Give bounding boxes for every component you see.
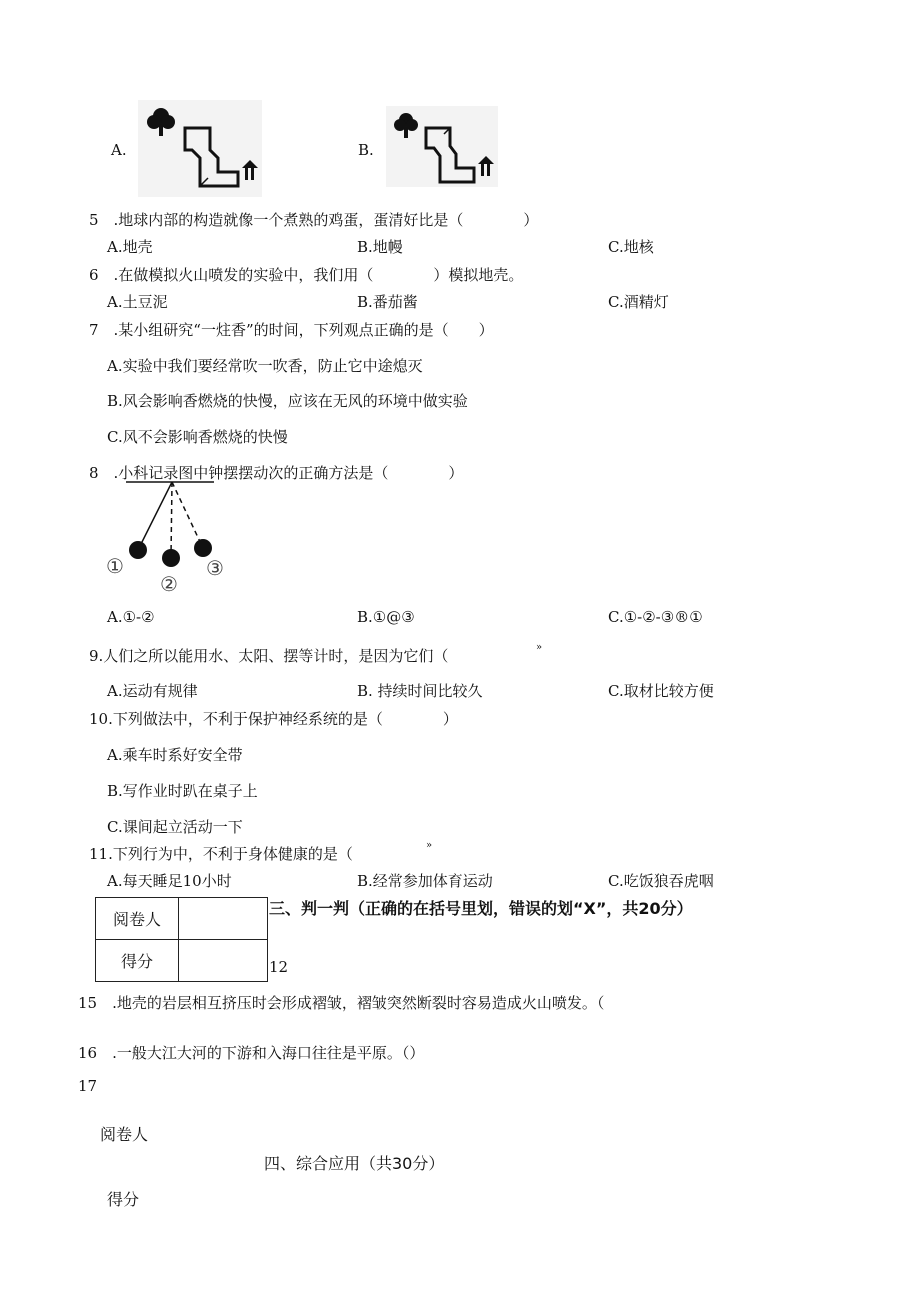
score-label: 得分 bbox=[96, 940, 179, 982]
q7-stem: 7 .某小组研究“一炷香”的时间，下列观点正确的是（ ） bbox=[89, 321, 494, 339]
q11-stem: 11.下列行为中，不利于身体健康的是（ bbox=[89, 845, 353, 863]
tree-icon bbox=[394, 113, 418, 138]
q6-option-a: A.土豆泥 bbox=[107, 293, 168, 311]
q8-option-b: B.①@③ bbox=[357, 608, 415, 626]
q5-stem: 5 .地球内部的构造就像一个煮熟的鸡蛋，蛋清好比是（ ） bbox=[89, 211, 539, 229]
q11-mark: » bbox=[426, 840, 433, 851]
q6-option-b: B.番茄酱 bbox=[357, 293, 418, 311]
score-field[interactable] bbox=[179, 940, 268, 982]
q9-stem: 9.人们之所以能用水、太阳、摆等计时，是因为它们（ bbox=[89, 647, 449, 665]
house-icon bbox=[242, 160, 258, 180]
reviewer-field[interactable] bbox=[179, 898, 268, 940]
q11-option-b: B.经常参加体育运动 bbox=[357, 872, 493, 890]
q7-option-c: C.风不会影响香燃烧的快慢 bbox=[107, 428, 288, 446]
q4-option-b-figure bbox=[386, 106, 498, 187]
q10-stem: 10.下列做法中，不利于保护神经系统的是（ ） bbox=[89, 710, 458, 728]
q9-option-c: C.取材比较方便 bbox=[608, 682, 714, 700]
q4-option-b-label: B. bbox=[358, 141, 374, 159]
q16-statement: 16 .一般大江大河的下游和入海口往往是平原。（） bbox=[78, 1044, 425, 1062]
q4-option-a-label: A. bbox=[111, 141, 127, 159]
pendulum-label-1: ① bbox=[106, 554, 124, 578]
q8-option-c: C.①-②-③®① bbox=[608, 608, 703, 626]
question-17-number: 17 bbox=[78, 1077, 98, 1095]
q8-option-a: A.①-② bbox=[107, 608, 155, 626]
q9-option-a: A.运动有规律 bbox=[107, 682, 198, 700]
pendulum-bob-2 bbox=[162, 549, 180, 567]
house-icon bbox=[478, 156, 494, 176]
question-12-number: 12 bbox=[269, 958, 289, 976]
pendulum-bob-1 bbox=[129, 541, 147, 559]
tree-icon bbox=[147, 108, 175, 136]
q6-stem: 6 .在做模拟火山喷发的实验中，我们用（ ）模拟地壳。 bbox=[89, 266, 524, 284]
q8-stem: 8 .小科记录图中钟摆摆动次的正确方法是（ ） bbox=[89, 464, 464, 482]
q5-option-a: A.地壳 bbox=[107, 238, 153, 256]
q5-option-b: B.地幔 bbox=[357, 238, 403, 256]
q9-option-b: B. 持续时间比较久 bbox=[357, 682, 483, 700]
section-4-title: 四、综合应用（共30分） bbox=[264, 1154, 445, 1173]
q6-option-c: C.酒精灯 bbox=[608, 293, 669, 311]
q4-option-a-figure bbox=[138, 100, 262, 197]
q11-option-c: C.吃饭狼吞虎咽 bbox=[608, 872, 714, 890]
q9-mark: » bbox=[536, 642, 543, 653]
pendulum-label-2: ② bbox=[160, 572, 178, 596]
grader-table bbox=[95, 897, 268, 982]
q10-option-a: A.乘车时系好安全带 bbox=[107, 746, 243, 764]
q10-option-b: B.写作业时趴在桌子上 bbox=[107, 782, 258, 800]
q11-option-a: A.每天睡足10小时 bbox=[107, 872, 232, 890]
section-4-score-label: 得分 bbox=[107, 1190, 140, 1209]
pendulum-figure bbox=[106, 480, 228, 596]
q5-option-c: C.地核 bbox=[608, 238, 654, 256]
q15-statement: 15 .地壳的岩层相互挤压时会形成褶皱，褶皱突然断裂时容易造成火山喷发。（ bbox=[78, 994, 605, 1012]
q7-option-a: A.实验中我们要经常吹一吹香，防止它中途熄灭 bbox=[107, 357, 423, 375]
pendulum-label-3: ③ bbox=[206, 556, 224, 580]
pendulum-bob-3 bbox=[194, 539, 212, 557]
reviewer-label: 阅卷人 bbox=[96, 898, 179, 940]
q7-option-b: B.风会影响香燃烧的快慢，应该在无风的环境中做实验 bbox=[107, 392, 468, 410]
q10-option-c: C.课间起立活动一下 bbox=[107, 818, 243, 836]
section-4-reviewer-label: 阅卷人 bbox=[100, 1125, 149, 1144]
section-3-title: 三、判一判（正确的在括号里划，错误的划“X”，共20分） bbox=[269, 899, 693, 918]
